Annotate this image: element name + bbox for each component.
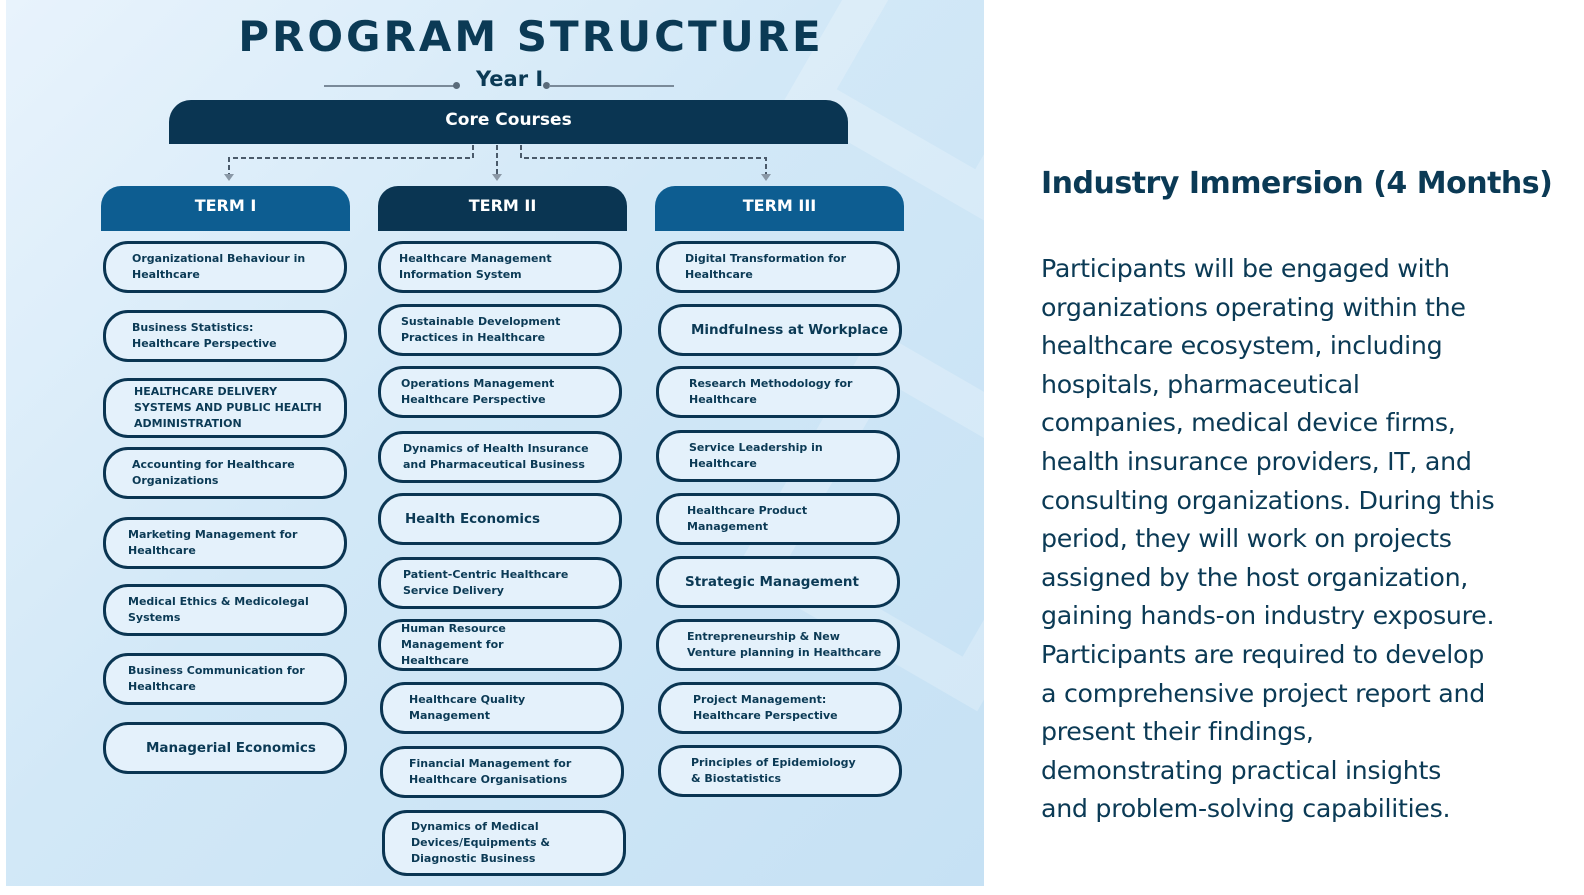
course-term-2: Health Economics xyxy=(378,493,622,545)
course-term-1: Organizational Behaviour in Healthcare xyxy=(103,241,347,293)
course-term-1: Business Communication for Healthcare xyxy=(103,653,347,705)
course-term-3: Principles of Epidemiology & Biostatistics xyxy=(658,745,902,797)
course-term-2: Operations Management Healthcare Perspective xyxy=(378,366,622,418)
connector-arrow-term-2 xyxy=(492,174,502,181)
course-term-3: Project Management: Healthcare Perspective xyxy=(658,682,902,734)
course-term-2: Dynamics of Medical Devices/Equipments & Diagnostic Business xyxy=(382,810,626,876)
course-term-2: Dynamics of Health Insurance and Pharmaceutical Business xyxy=(378,431,622,483)
course-term-2: Patient-Centric Healthcare Service Delivery xyxy=(378,557,622,609)
course-term-1: Business Statistics: Healthcare Perspective xyxy=(103,310,347,362)
program-structure-diagram xyxy=(6,0,984,886)
course-term-2: Financial Management for Healthcare Organisations xyxy=(380,746,624,798)
course-term-3: Service Leadership in Healthcare xyxy=(656,430,900,482)
course-term-1: Medical Ethics & Medicolegal Systems xyxy=(103,584,347,636)
course-term-1: Accounting for Healthcare Organizations xyxy=(103,447,347,499)
term-1-header: TERM I xyxy=(101,186,350,231)
connector-arrow-term-1 xyxy=(224,174,234,181)
connector-term-3 xyxy=(521,145,766,175)
term-3-header: TERM III xyxy=(655,186,904,231)
core-courses-banner: Core Courses xyxy=(169,100,848,144)
course-term-3: Strategic Management xyxy=(656,556,900,608)
immersion-title: Industry Immersion (4 Months) xyxy=(1041,166,1553,201)
course-term-2: Sustainable Development Practices in Healthcare xyxy=(378,304,622,356)
course-term-2: Healthcare Management Information System xyxy=(378,241,622,293)
course-term-3: Entrepreneurship & New Venture planning in Healthcare xyxy=(656,619,900,671)
course-term-1: Marketing Management for Healthcare xyxy=(103,517,347,569)
course-term-1: HEALTHCARE DELIVERY SYSTEMS AND PUBLIC HEALTH ADMINISTRATION xyxy=(103,378,347,438)
course-term-1: Managerial Economics xyxy=(103,722,347,774)
course-term-3: Digital Transformation for Healthcare xyxy=(656,241,900,293)
course-term-2: Healthcare Quality Management xyxy=(380,682,624,734)
connector-term-1 xyxy=(229,145,473,175)
course-term-3: Research Methodology for Healthcare xyxy=(656,366,900,418)
year-label: Year I xyxy=(476,67,544,91)
term-2-header: TERM II xyxy=(378,186,627,231)
course-term-3: Mindfulness at Workplace xyxy=(658,304,902,356)
immersion-description: Participants will be engaged with organizations operating within the healthcare ecosystem, including hospitals, pharmaceutical companies, medical device firms, health insurance providers, IT, and consulting organizations. During this period, they will work on projects assigned by the host organization, gaining hands-on industry exposure. Participants are required to develop a comprehensive project report and present their findings, demonstrating practical insights and problem-solving capabilities. xyxy=(1041,254,1495,824)
diagram-title: PROGRAM STRUCTURE xyxy=(238,12,824,61)
course-term-2: Human Resource Management for Healthcare xyxy=(378,619,622,671)
term-connectors xyxy=(6,0,984,200)
course-term-3: Healthcare Product Management xyxy=(656,493,900,545)
connector-arrow-term-3 xyxy=(761,174,771,181)
